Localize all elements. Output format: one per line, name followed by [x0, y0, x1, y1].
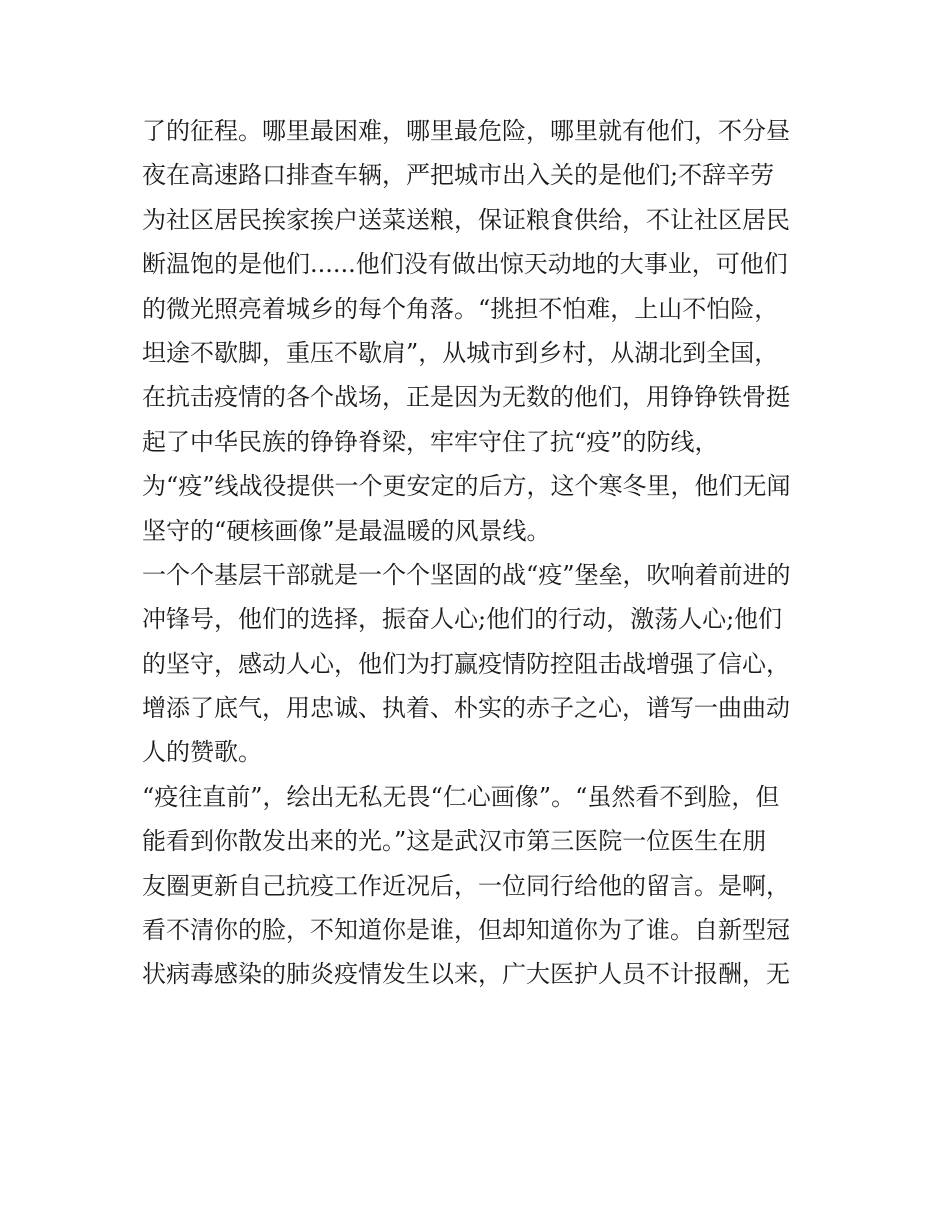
text-line: 的微光照亮着城乡的每个角落。“挑担不怕难，上山不怕险， [142, 294, 779, 323]
text-line: 为“疫”线战役提供一个更安定的后方，这个寒冬里，他们无闻 [142, 472, 791, 501]
text-line: 人的赞歌。 [142, 738, 262, 767]
text-line: 起了中华民族的铮铮脊梁，牢牢守住了抗“疫”的防线， [142, 427, 719, 456]
text-line: 看不清你的脸，不知道你是谁，但却知道你为了谁。自新型冠 [142, 916, 790, 945]
text-line: “疫往直前”，绘出无私无畏“仁心画像”。“虽然看不到脸，但 [142, 782, 780, 811]
text-line: 的坚守，感动人心，他们为打赢疫情防控阻击战增强了信心， [142, 649, 790, 678]
text-line: 坚守的“硬核画像”是最温暖的风景线。 [142, 516, 551, 545]
text-line: 夜在高速路口排查车辆，严把城市出入关的是他们;不辞辛劳 [142, 161, 775, 190]
body-text [142, 109, 822, 997]
text-line: 友圈更新自己抗疫工作近况后，一位同行给他的留言。是啊， [142, 871, 790, 900]
text-line: 增添了底气，用忠诚、执着、朴实的赤子之心，谱写一曲曲动 [142, 694, 790, 723]
text-line: 坦途不歇脚，重压不歇肩”，从城市到乡村，从湖北到全国， [142, 338, 779, 367]
text-line: 为社区居民挨家挨户送菜送粮，保证粮食供给，不让社区居民 [142, 205, 790, 234]
text-line: 断温饱的是他们......他们没有做出惊天动地的大事业，可他们 [142, 250, 788, 279]
text-line: 了的征程。哪里最困难，哪里最危险，哪里就有他们，不分昼 [142, 117, 790, 145]
text-line: 冲锋号，他们的选择，振奋人心;他们的行动，激荡人心;他们 [142, 605, 783, 634]
text-line: 在抗击疫情的各个战场，正是因为无数的他们，用铮铮铁骨挺 [142, 383, 790, 412]
text-line: 一个个基层干部就是一个个坚固的战“疫”堡垒，吹响着前进的 [142, 560, 791, 589]
text-line: 能看到你散发出来的光。”这是武汉市第三医院一位医生在朋 [142, 827, 767, 856]
text-line: 状病毒感染的肺炎疫情发生以来，广大医护人员不计报酬，无 [142, 960, 790, 989]
